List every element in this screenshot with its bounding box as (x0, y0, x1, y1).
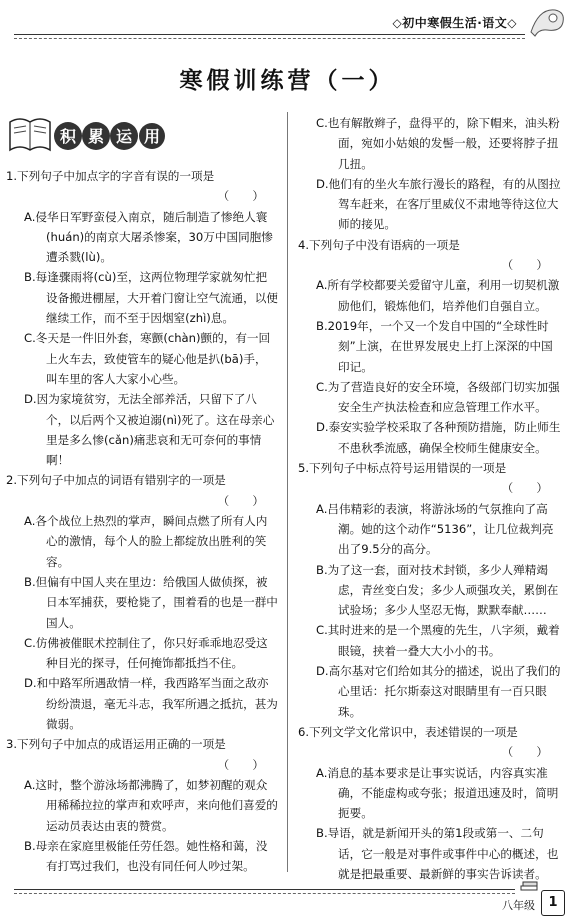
question-4 (298, 235, 562, 458)
option-c: C.冬天是一件旧外套，寒颤(chàn)颤的，有一回上火车去，致使管车的疑心他是扒(bā)手，叫车里的客人大家小心些。 (24, 331, 271, 386)
badge-char: 累 (87, 127, 105, 146)
option-c: C.仿佛被催眠术控制住了，你只好乖乖地忍受这种目光的探寻，任何掩饰都抵挡不住。 (24, 635, 268, 671)
question-stem: 4.下列句子中没有语病的一项是 (298, 237, 460, 252)
header-rule (14, 34, 525, 35)
option-d: D.他们有的坐火车旅行漫长的路程，有的从图拉驾车赶来，在客厅里威仪不肃地等待这位大师的接见。 (316, 176, 561, 232)
option-b: B.母亲在家庭里极能任劳任怨。她性格和蔼，没有打骂过我们，也没有同任何人吵过架。 (24, 838, 268, 874)
option-b: B.导语，就是新闻开头的第1段或第一、二句话，它一般是对事件或事件中心的概述，也就是把最重要、最新鲜的事实告诉读者。 (316, 826, 559, 881)
badge-char: 用 (143, 127, 161, 146)
answer-blank: （ ） (217, 493, 264, 508)
question-3 (6, 734, 278, 876)
question-6 (298, 722, 562, 884)
answer-blank: （ ） (501, 481, 548, 496)
option-d: D.泰安实验学校采取了各种预防措施，防止师生不患秋季流感，确保全校师生健康安全。 (316, 420, 561, 455)
badge-char: 积 (59, 127, 77, 146)
answer-blank: （ ） (217, 757, 264, 772)
book-icon (10, 119, 50, 150)
question-stem: 3.下列句子中加点的成语运用正确的一项是 (6, 737, 226, 752)
option-b: B.但偏有中国人夹在里边：给俄国人做侦探，被日本军捕获，要枪毙了，围着看的也是一群中国人。 (24, 574, 278, 630)
option-b: B.为了这一套，面对技术封锁，多少人殚精竭虑，青丝变白发；多少人顽强攻关，累倒在试验场；多少人坚忍无悔，默默奉献…… (316, 562, 559, 618)
answer-blank: （ ） (501, 258, 548, 273)
header-rule-dashed (14, 38, 525, 40)
option-d: D.因为家境贫穷，无法全部养活，只留下了八个，以后两个又被迫溺(nì)死了。这在母亲心里是多么惨(cǎn)痛悲哀和无可奈何的事情啊！ (24, 392, 275, 468)
option-d: D.高尔基对它们给如其分的描述，说出了我们的心里话：托尔斯泰这对眼睛里有一百只眼珠。 (316, 664, 561, 719)
option-a: A.消息的基本要求是让事实说话，内容真实准确，不能虚构或夸张；报道迅速及时，简明扼要。 (316, 765, 559, 821)
answer-blank: （ ） (217, 189, 264, 204)
option-b: B.每逢骤雨将(cù)至，这两位物理学家就匆忙把设备搬进棚屋，大开着门窗让空气流通，以便继续工作，而不至于因烟窒(zhì)息。 (24, 270, 278, 326)
header-title: ◇初中寒假生活·语文◇ (392, 16, 517, 30)
option-a: A.这时，整个游泳场都沸腾了，如梦初醒的观众用稀稀拉拉的掌声和欢呼声，来向他们喜爱的运动员表达由衷的赞赏。 (24, 777, 278, 833)
scroll-decoration-icon (525, 2, 569, 42)
page-number: 1 (541, 890, 565, 916)
question-2 (6, 470, 278, 734)
answer-blank: （ ） (501, 745, 548, 760)
page-title: 寒假训练营（一） (179, 68, 396, 94)
question-5 (298, 458, 562, 722)
option-c: C.也有解散辫子，盘得平的，除下帽来，油头粉面，宛如小姑娘的发髻一般，还要将脖子扭几扭。 (316, 116, 560, 171)
badge-char: 运 (115, 127, 133, 146)
option-b: B.2019年，一个又一个发自中国的“全球性时刻”上演，在世界发展史上打上深深的中国印记。 (316, 318, 553, 374)
question-3-continued (298, 113, 562, 235)
option-c: C.其时进来的是一个黑瘦的先生，八字须，戴着眼镜，挟着一叠大大小小的书。 (316, 623, 560, 658)
question-stem: 6.下列文学文化常识中，表述错误的一项是 (298, 724, 518, 739)
left-column (6, 166, 278, 876)
option-a: A.各个战位上热烈的掌声，瞬间点燃了所有人内心的激情，每个人的脸上都绽放出胜利的笑容。 (24, 514, 268, 569)
footer-rule-dashed (14, 893, 515, 894)
page-header (0, 0, 575, 42)
question-stem: 5.下列句子中标点符号运用错误的一项是 (298, 461, 507, 476)
question-stem: 1.下列句子中加点字的字音有误的一项是 (6, 169, 215, 183)
footer-rule (14, 889, 515, 890)
option-c: C.为了营造良好的安全环境，各级部门切实加强安全生产执法检查和应急管理工作水平。 (316, 379, 560, 415)
grade-label: 八年级 (502, 899, 535, 912)
option-a: A.吕伟精彩的表演，将游泳场的气氛推向了高潮。她的这个动作“5136”，让几位裁判亮出了9.5分的高分。 (316, 501, 554, 557)
question-stem: 2.下列句子中加点的词语有错别字的一项是 (6, 473, 226, 488)
column-divider (287, 112, 288, 872)
right-column (298, 113, 562, 884)
option-a: A.所有学校都要关爱留守儿童，利用一切契机激励他们，锻炼他们，培养他们自强自立。 (316, 278, 560, 313)
question-1 (6, 166, 278, 470)
option-d: D.和中路军所遇敌情一样，我西路军当面之敌亦纷纷溃退，毫无斗志，我军所遇之抵抗，甚为微弱。 (24, 676, 278, 732)
option-a: A.侵华日军野蛮侵入南京，随后制造了惨绝人寰(huán)的南京大屠杀惨案，30万中国同胞惨遭杀戮(lù)。 (24, 209, 273, 265)
section-badge (6, 112, 166, 158)
book-stack-icon (519, 880, 541, 894)
